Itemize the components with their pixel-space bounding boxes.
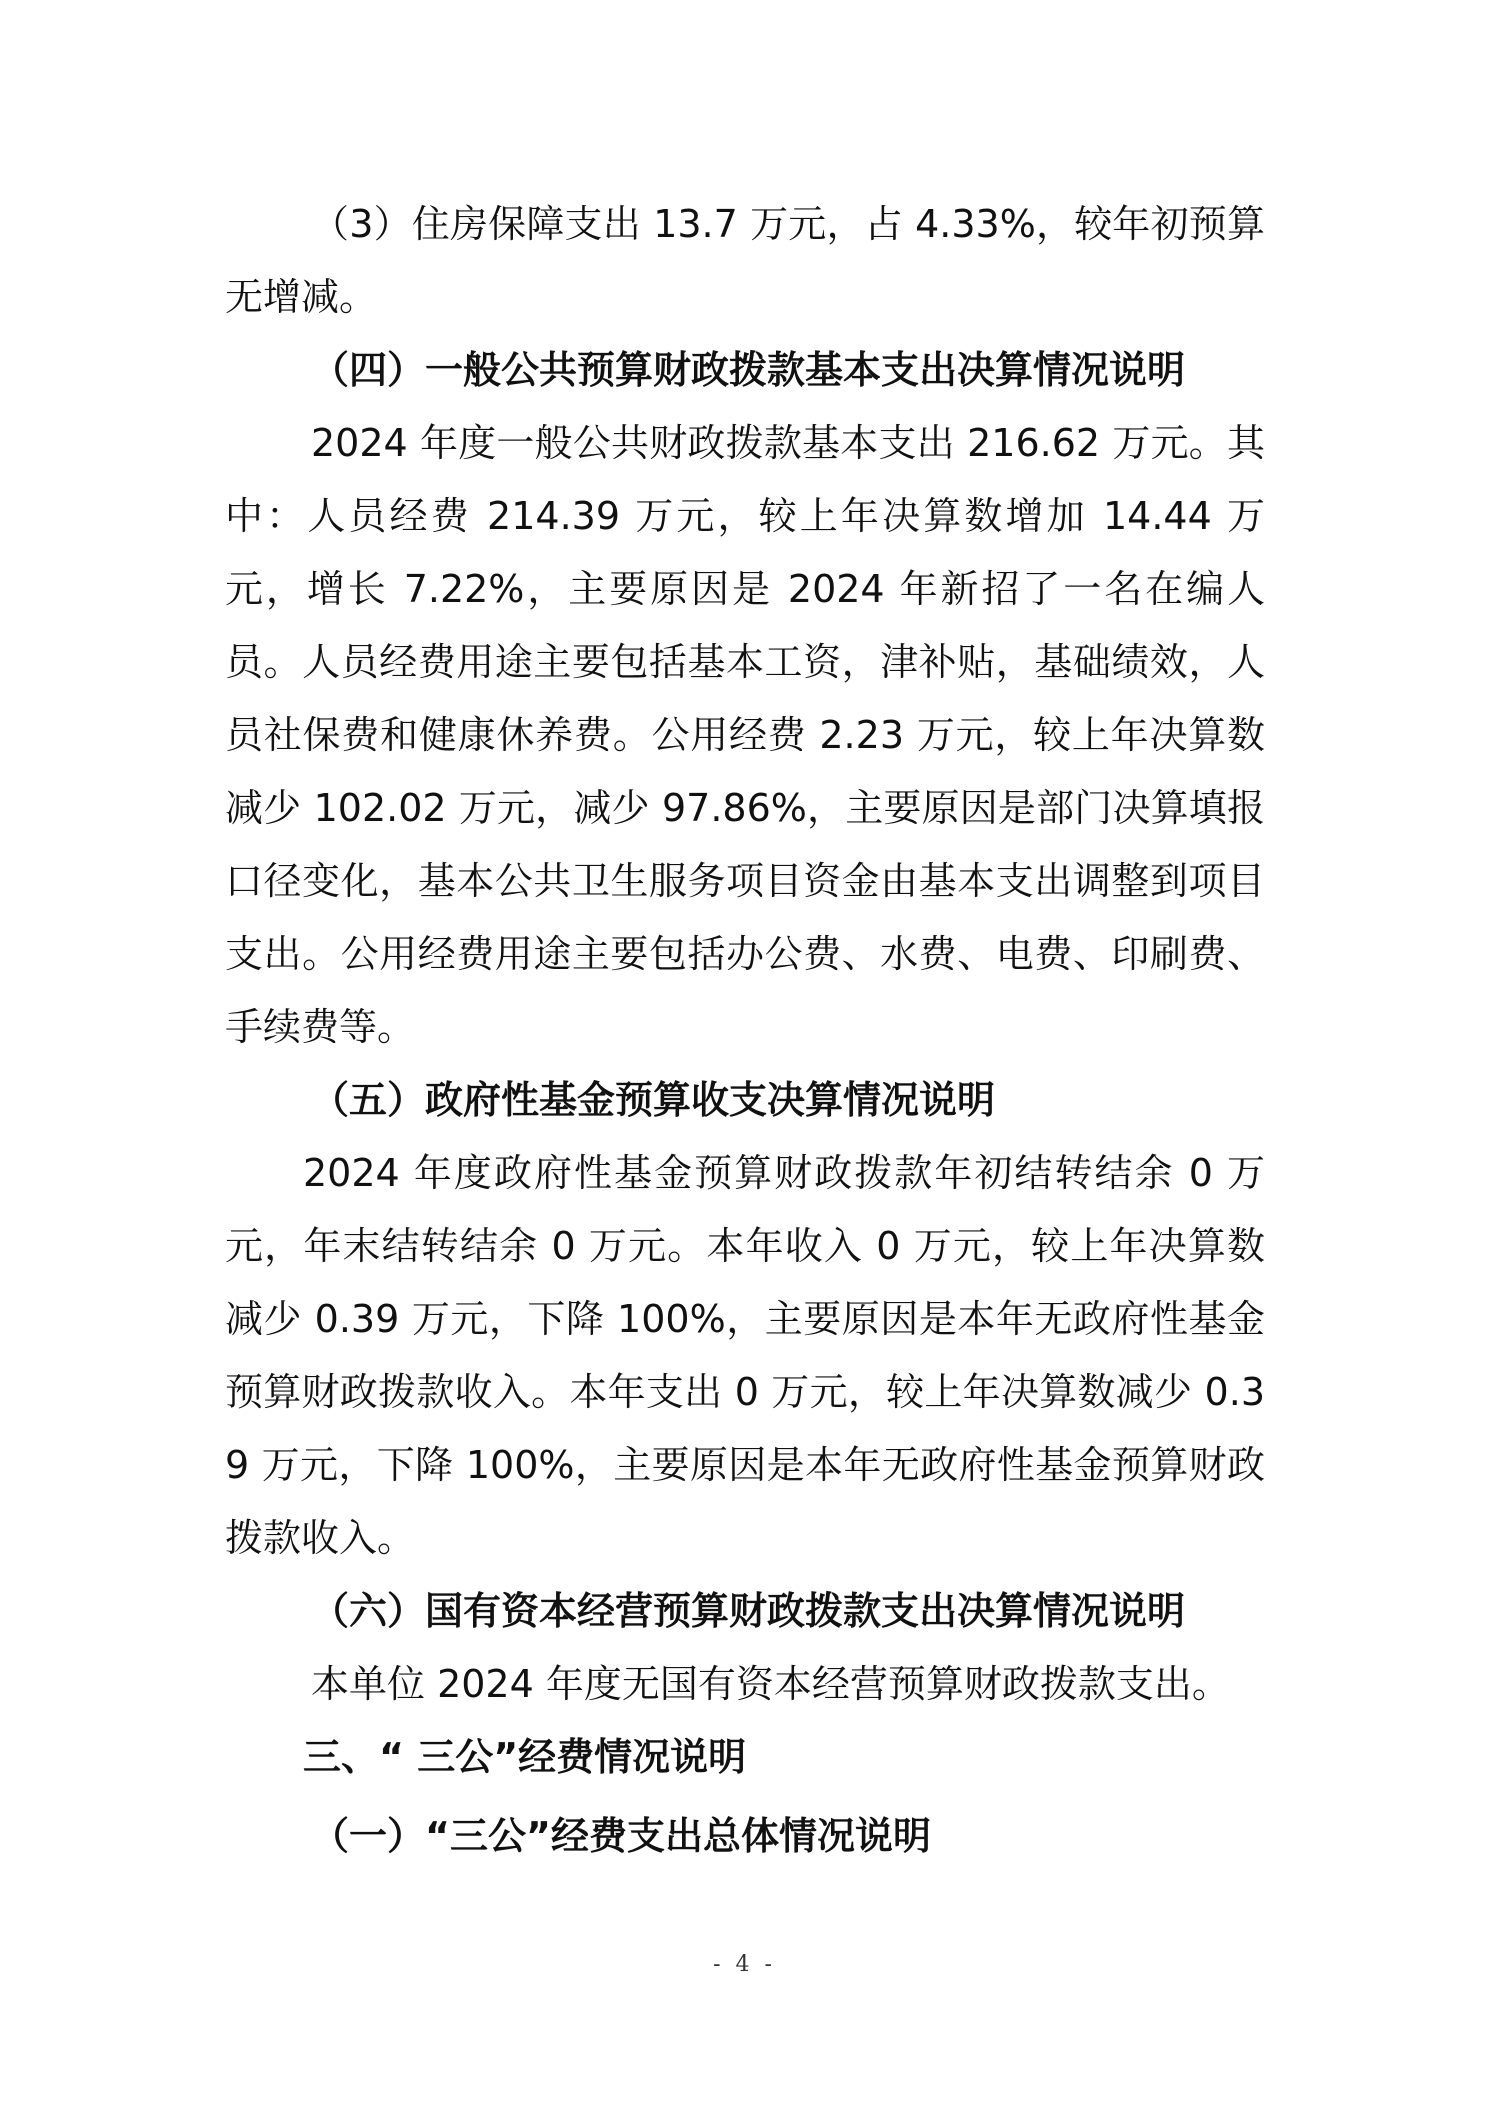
paragraph-government-fund: 2024 年度政府性基金预算财政拨款年初结转结余 0 万元，年末结转结余 0 万元。本年收入 0 万元，较上年决算数减少 0.39 万元，下降 100%，主要原因是本年无政府性基金预算财政拨款收入。本年支出 0 万元，较上年决算数减少 0.39 万元，下降 100%，主要原因是本年无政府性基金预算财政拨款收入。 <box>225 1151 1265 1560</box>
paragraph-housing-expense: （3）住房保障支出 13.7 万元，占 4.33%，较年初预算无增减。 <box>225 202 1265 319</box>
paragraph-basic-expenditure: 2024 年度一般公共财政拨款基本支出 216.62 万元。其中：人员经费 214.39 万元，较上年决算数增加 14.44 万元，增长 7.22%，主要原因是 2024 年新招了一名在编人员。人员经费用途主要包括基本工资，津补贴，基础绩效，人员社保费和健康休养费。公用经费 2.23 万元，较上年决算数减少 102.02 万元，减少 97.86%，主要原因是部门决算填报口径变化，基本公共卫生服务项目资金由基本支出调整到项目支出。公用经费用途主要包括办公费、水费、电费、印刷费、手续费等。 <box>225 421 1265 1049</box>
heading-three-public-overview: （一）“三公”经费支出总体情况说明 <box>311 1814 931 1858</box>
heading-government-fund: （五）政府性基金预算收支决算情况说明 <box>311 1078 996 1122</box>
paragraph-state-capital: 本单位 2024 年度无国有资本经营预算财政拨款支出。 <box>311 1662 1230 1706</box>
heading-state-capital: （六）国有资本经营预算财政拨款支出决算情况说明 <box>311 1589 1186 1633</box>
section-heading-three-public: 三、“ 三公”经费情况说明 <box>303 1735 747 1779</box>
heading-basic-expenditure: （四）一般公共预算财政拨款基本支出决算情况说明 <box>311 348 1186 392</box>
document-body <box>225 188 1265 1873</box>
page-number: - 4 - <box>713 1952 776 1977</box>
